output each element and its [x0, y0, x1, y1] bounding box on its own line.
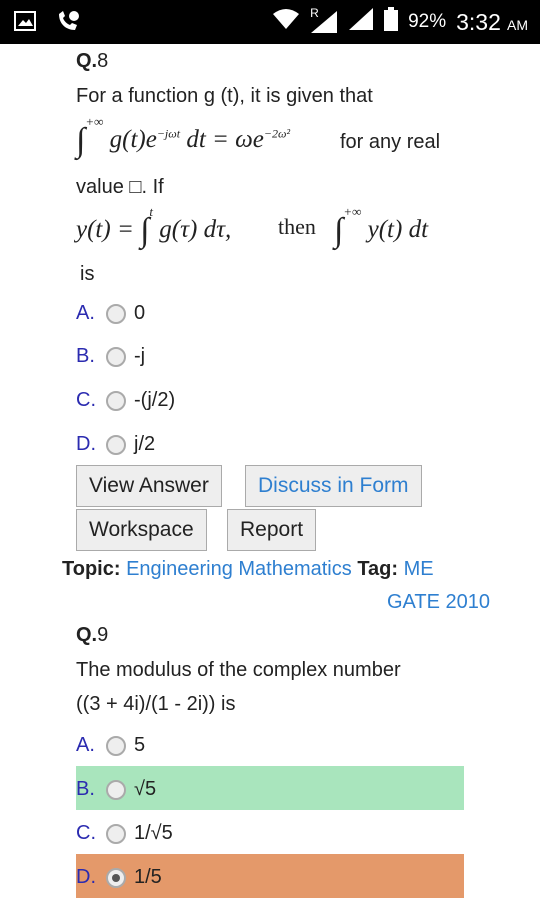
option-text: 1/5 [134, 866, 162, 888]
integral-limits: t [149, 204, 154, 219]
integral-equation-1: ∫+∞ $g(t)e^{-j\omega t}$ dt = $\omega e^{-2\omega^2}$ [76, 114, 291, 159]
option-c[interactable] [76, 822, 173, 845]
question-number [76, 624, 108, 647]
exponent: −2ω² [263, 126, 291, 141]
tag-link[interactable]: ME [403, 558, 434, 580]
radio-button[interactable] [106, 304, 126, 324]
question-index: 9 [97, 624, 109, 646]
call-icon [56, 10, 82, 37]
option-a[interactable] [76, 734, 145, 757]
topic-link[interactable]: Engineering Mathematics [126, 558, 352, 580]
report-button[interactable]: Report [227, 509, 316, 551]
question-prefix: Q. [76, 624, 98, 646]
integral-equation-3: ∫+∞ y(t) dt [334, 204, 429, 249]
radio-button-selected[interactable] [106, 868, 126, 888]
gallery-icon [14, 11, 36, 36]
math-then: then [278, 214, 316, 239]
radio-button[interactable] [106, 347, 126, 367]
tag-line [387, 591, 490, 614]
clock [456, 9, 528, 36]
exponent: −jωt [156, 126, 181, 141]
radio-button[interactable] [106, 780, 126, 800]
tag-label: Tag: [357, 558, 399, 580]
question-text-line: For a function g (t), it is given that [76, 85, 373, 107]
question-index: 8 [97, 50, 109, 72]
option-text: √5 [134, 778, 157, 800]
option-d[interactable] [76, 866, 162, 889]
option-b[interactable] [76, 345, 145, 368]
roaming-signal-icon [310, 6, 338, 34]
radio-button[interactable] [106, 391, 126, 411]
clock-time: 3:32 [456, 8, 501, 35]
radio-button[interactable] [106, 736, 126, 756]
topic-line [62, 558, 434, 581]
radio-button[interactable] [106, 824, 126, 844]
question-prefix: Q. [76, 50, 98, 72]
question-text-line: value □. If [76, 176, 164, 198]
option-text: 1/√5 [134, 822, 173, 844]
question-number [76, 50, 108, 73]
option-text: -j [134, 345, 146, 367]
integral-sign: ∫ [76, 122, 86, 159]
integral-equation-2: y(t) = ∫$^t$ g(τ) dτ, [76, 204, 232, 249]
question-text-line: The modulus of the complex number [76, 659, 401, 681]
option-letter: C. [76, 822, 96, 844]
integral-sign: ∫ [334, 212, 344, 249]
option-text: 5 [134, 734, 146, 756]
signal-icon [348, 7, 374, 37]
topic-label: Topic: [62, 558, 121, 580]
question-text-line: for any real [340, 131, 441, 153]
roaming-indicator: R [310, 6, 319, 20]
option-b[interactable] [76, 778, 156, 801]
wifi-icon [272, 8, 300, 36]
option-text: j/2 [134, 433, 156, 455]
discuss-button[interactable]: Discuss in Form [245, 465, 422, 507]
option-a[interactable] [76, 302, 145, 325]
status-bar [0, 0, 540, 44]
option-text: 0 [134, 302, 146, 324]
workspace-button[interactable]: Workspace [76, 509, 207, 551]
option-letter: A. [76, 734, 95, 756]
option-letter: B. [76, 778, 95, 800]
option-d[interactable] [76, 433, 155, 456]
option-letter: D. [76, 866, 96, 888]
option-text: -(j/2) [134, 389, 176, 411]
battery-percent: 92% [408, 11, 447, 32]
clock-ampm: AM [507, 16, 528, 33]
option-letter: C. [76, 389, 96, 411]
tag-link[interactable]: GATE 2010 [386, 591, 490, 613]
battery-icon [384, 7, 398, 37]
radio-button[interactable] [106, 435, 126, 455]
question-text-line: is [80, 263, 95, 285]
integral-limits: +∞ [343, 204, 362, 219]
integral-sign: ∫ [140, 212, 150, 249]
option-c[interactable] [76, 389, 175, 412]
option-letter: A. [76, 302, 95, 324]
integral-limits: +∞ [85, 114, 104, 129]
option-letter: B. [76, 345, 95, 367]
view-answer-button[interactable]: View Answer [76, 465, 222, 507]
question-text-line: ((3 + 4i)/(1 - 2i)) is [76, 693, 236, 715]
option-letter: D. [76, 433, 96, 455]
